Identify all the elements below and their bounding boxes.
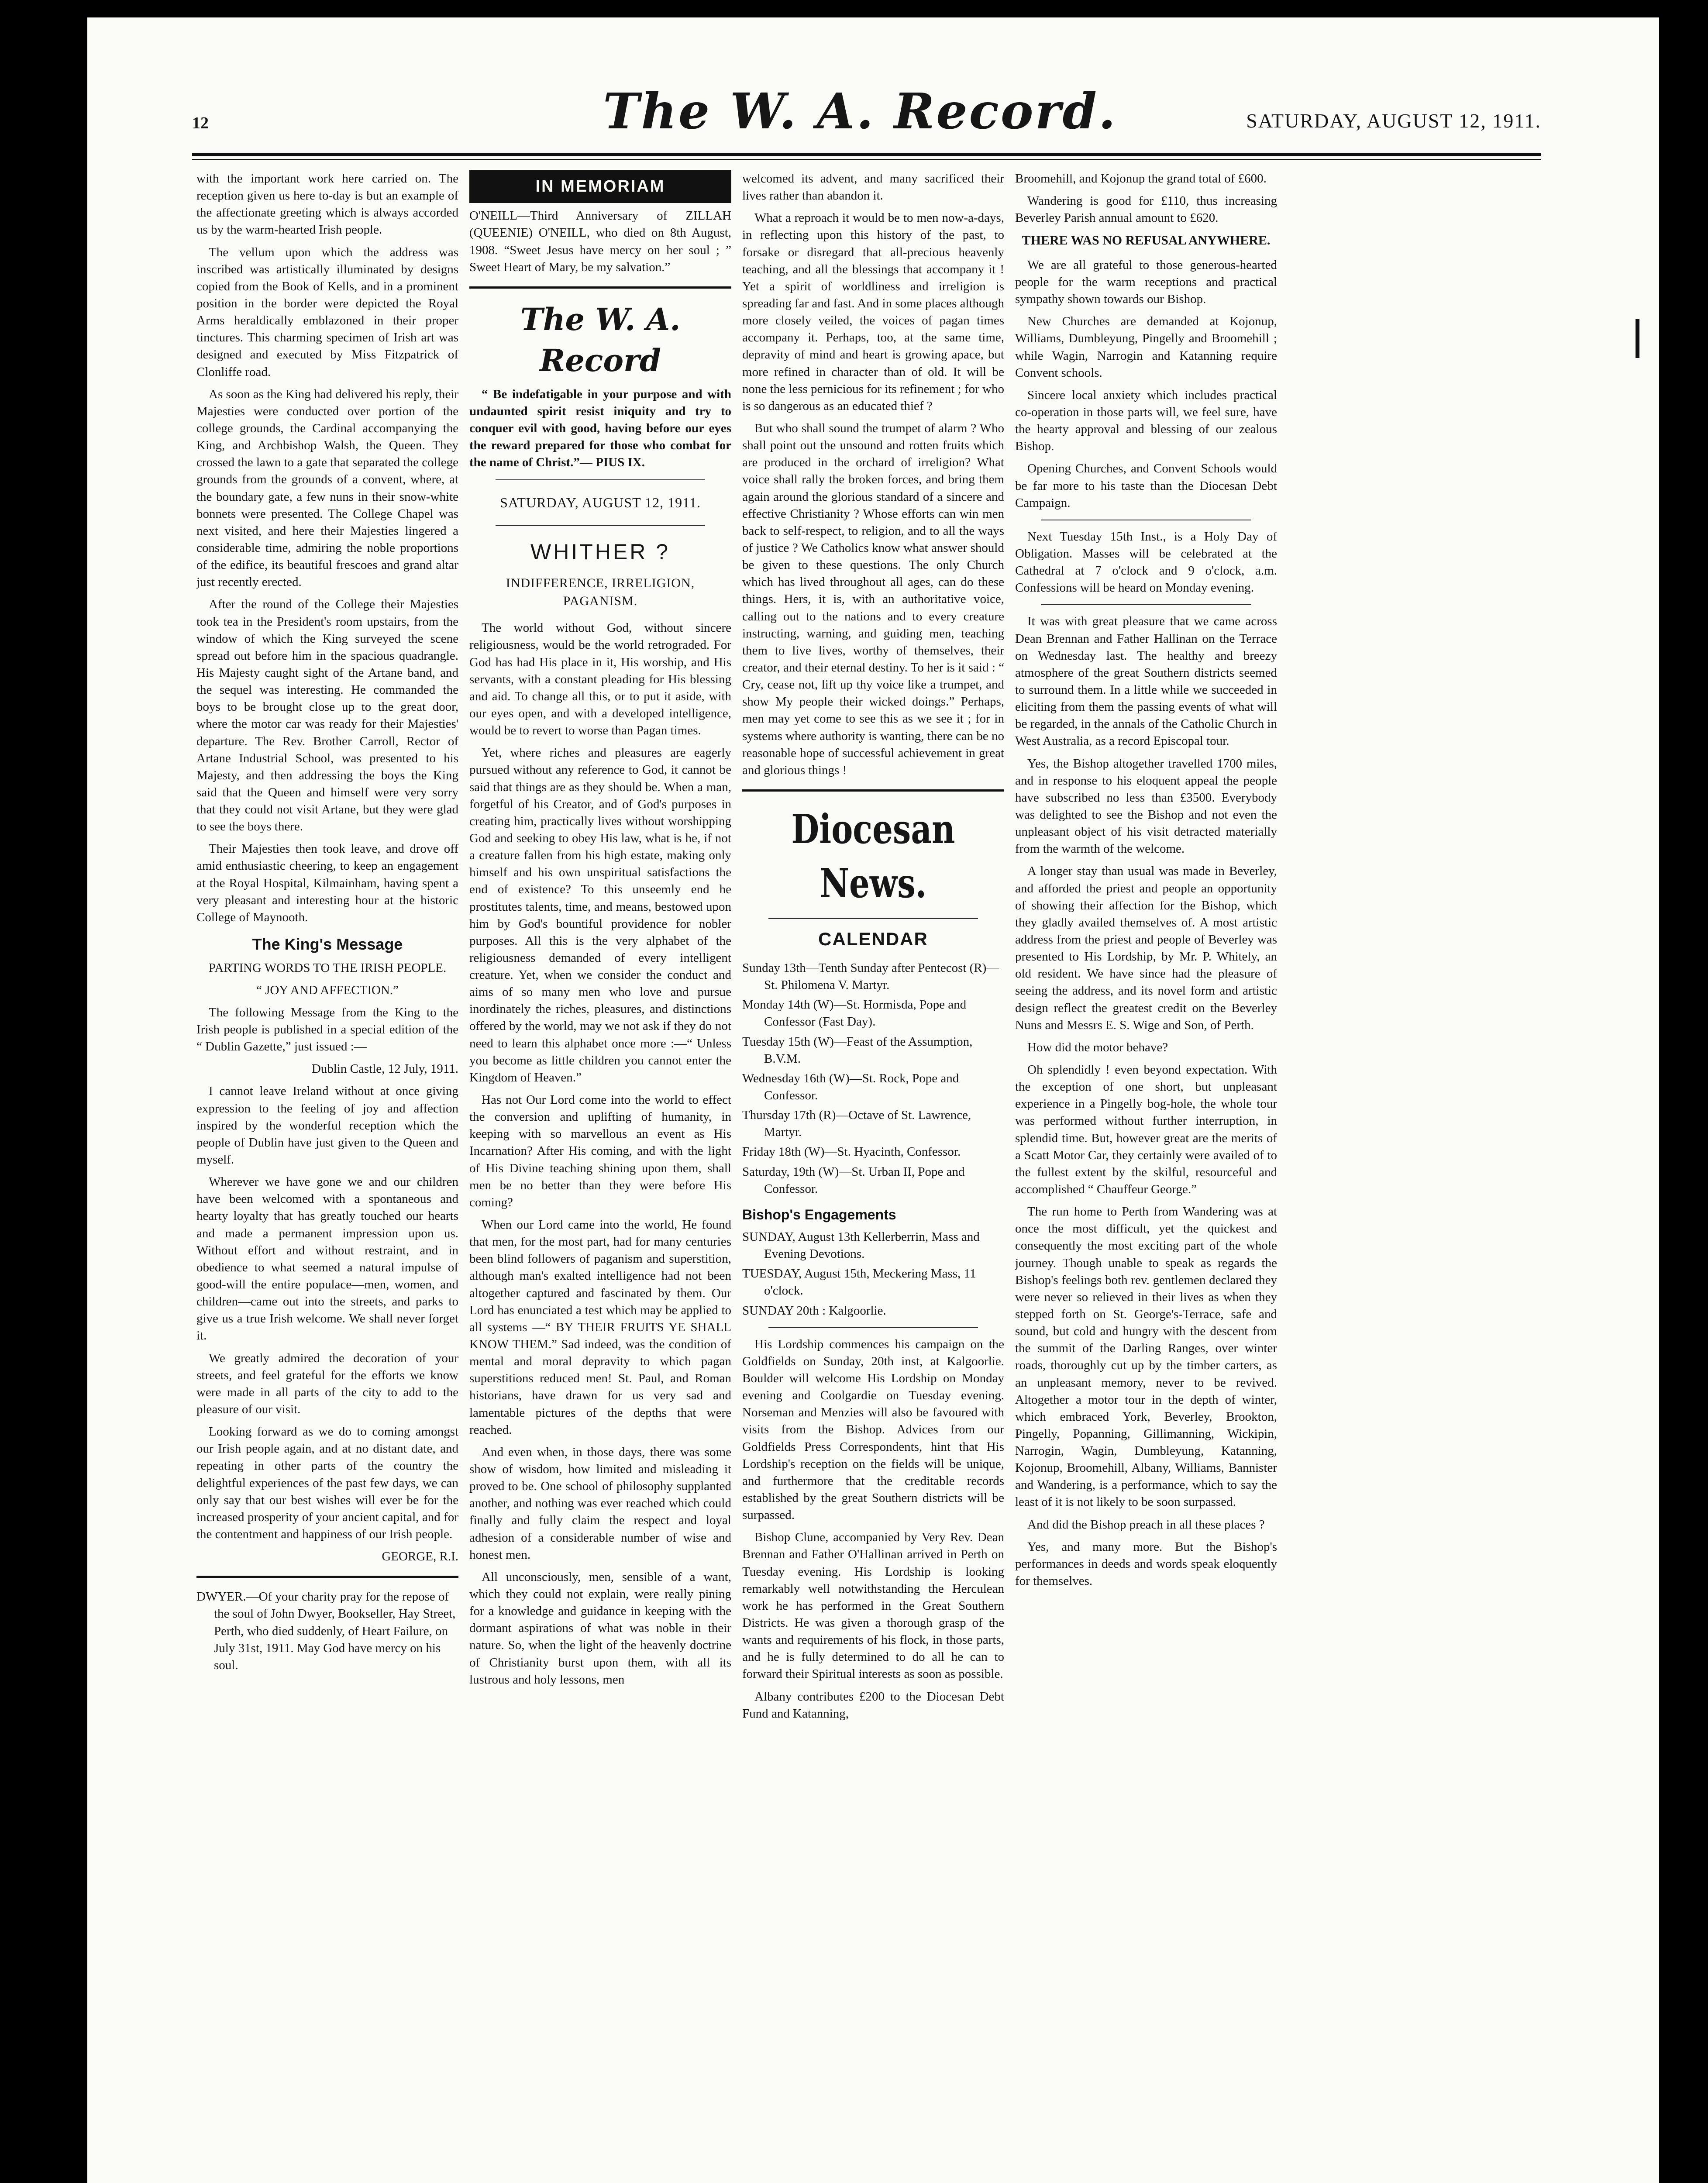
editorial-date: SATURDAY, AUGUST 12, 1911.	[500, 494, 701, 510]
divider	[196, 1576, 458, 1578]
in-memoriam-heading: IN MEMORIAM	[469, 170, 731, 203]
refusal-heading: THERE WAS NO REFUSAL ANYWHERE.	[1022, 233, 1271, 248]
motto: “ Be indefatigable in your purpose and with undaunted spirit resist iniquity and try to conquer evil with good, having before our eyes the reward prepared for those who combat for the name of Christ.”— PIUS IX.	[469, 387, 731, 470]
article-paragraph: Wherever we have gone we and our children have been welcomed with a spontaneous and hearty loyalty that has greatly touched our hearts and made a permanent impression upon us. Without effort and without restraint, and in obedience to what seemed a natural impulse of good-will the entire populace—men, women, and children—came out into the streets, and parks to give us a true Irish welcome. We shall never forget it.	[196, 1175, 458, 1343]
divider	[768, 918, 978, 919]
kings-message-subheading: PARTING WORDS TO THE IRISH PEOPLE.	[208, 961, 447, 975]
article-paragraph: We greatly admired the decoration of your streets, and feel grateful for the efforts we know were made in all parts of the city to add to the pleasure of our visit.	[196, 1351, 458, 1417]
article-paragraph: Oh splendidly ! even beyond expectation. With the exception of one short, but unpleasant experience in a Pingelly bog-hole, the whole tour was performed without further interruption, in splendid time. But, however great are the merits of a Scatt Motor Car, they certainly were availed of to the fullest extent by the skilful, resourceful and accomplished “ Chauffeur George.”	[1015, 1062, 1277, 1196]
article-paragraph: with the important work here carried on. The reception given us here to-day is but an example of the affectionate greeting which is always accorded us by the warm-hearted Irish people.	[196, 172, 458, 237]
header-rule	[192, 153, 1541, 156]
article-paragraph: All unconsciously, men, sensible of a want, which they could not explain, were really pining for a knowledge and guidance in keeping with the dormant aspirations of what was noble in their nature. So, when the light of the heavenly doctrine of Christianity burst upon them, with all its lustrous and holy lessons, men	[469, 1570, 731, 1687]
calendar-entry: Wednesday 16th (W)—St. Rock, Pope and Confessor.	[742, 1071, 959, 1102]
article-paragraph: His Lordship commences his campaign on the Goldfields on Sunday, 20th inst, at Kalgoorlie. Boulder will welcome His Lordship on Monday evening and Coolgardie on Tuesday evening. Norseman and Menzies will also be favoured with visits from the Bishop. Advices from our Goldfields Press Correspondents, hint that His Lordship's reception on the fields will be unique, and furthermore that the creditable records established by the great Southern districts will be surpassed.	[742, 1337, 1004, 1522]
column-2	[469, 170, 731, 2183]
engagements-heading: Bishop's Engagements	[742, 1206, 896, 1222]
article-paragraph: And did the Bishop preach in all these places ?	[1027, 1517, 1265, 1532]
article-paragraph: And even when, in those days, there was some show of wisdom, how limited and misleading it proved to be. One school of philosophy supplanted another, and nothing was ever reached which could finally and fully claim the respect and loyal adhesion of a considerable number of wise and honest men.	[469, 1445, 731, 1562]
margin-mark	[1636, 319, 1639, 358]
engagement-entry: SUNDAY, August 13th Kellerberrin, Mass and Evening Devotions.	[742, 1230, 980, 1261]
article-paragraph: New Churches are demanded at Kojonup, Williams, Dumbleyung, Pingelly and Broomehill ; while Wagin, Narrogin and Katanning require Convent schools.	[1015, 314, 1277, 380]
article-paragraph: Has not Our Lord come into the world to effect the conversion and uplifting of humanity, in keeping with so marvellous an event as His Incarnation? After His coming, and with the light of His Divine teaching shining upon them, shall men be no better than they were before His coming?	[469, 1093, 731, 1209]
column-4	[1015, 170, 1277, 2183]
article-paragraph: Next Tuesday 15th Inst., is a Holy Day of Obligation. Masses will be celebrated at the Cathedral at 7 o'clock and 9 o'clock, a.m. Confessions will be heard on Monday evening.	[1015, 529, 1277, 595]
column-1	[196, 170, 458, 2183]
diocesan-news-heading: Diocesan News.	[791, 805, 955, 907]
newspaper-page	[87, 17, 1659, 2183]
article-paragraph: Sincere local anxiety which includes practical co-operation in those parts will, we feel sure, have the hearty approval and blessing of our zealous Bishop.	[1015, 388, 1277, 454]
calendar-entry: Thursday 17th (R)—Octave of St. Lawrence, Martyr.	[742, 1108, 971, 1140]
article-paragraph: What a reproach it would be to men now-a-days, in reflecting upon this history of the past, to forsake or disregard that all-precious heavenly teaching, and all the blessings that accompany it ! Yet a spirit of worldliness and irreligion is spreading far and fast. And in some places although more closely veiled, the voices of pagan times accompany it. Perhaps, too, at the same time, depravity of mind and heart is growing apace, but more refined in character than of old. It will be none the less pernicious for its refinement ; for who is so dangerous as an educated thief ?	[742, 211, 1004, 413]
calendar-entry: Saturday, 19th (W)—St. Urban II, Pope and Confessor.	[742, 1164, 965, 1196]
divider	[742, 789, 1004, 792]
article-paragraph: When our Lord came into the world, He found that men, for the most part, had for many centuries been blind followers of paganism and superstition, although man's exalted intelligence had not been altogether captured and fascinated by them. Our Lord has enunciated a test which may be applied to all systems —“ BY THEIR FRUITS YE SHALL KNOW THEM.” Sad indeed, was the condition of mental and moral depravity to which pagan superstitions reduced men! St. Paul, and Roman historians, have drawn for us very sad and lamentable pictures of the depths that were reached.	[469, 1218, 731, 1437]
article-paragraph: I cannot leave Ireland without at once giving expression to the feeling of joy and affection inspired by the wonderful reception which the people of Dublin have just given to the Queen and myself.	[196, 1084, 458, 1167]
column-3	[742, 170, 1004, 2183]
death-notice: DWYER.—Of your charity pray for the repose of the soul of John Dwyer, Bookseller, Hay Street, Perth, who died suddenly, of Heart Failure, on July 31st, 1911. May God have mercy on his soul.	[196, 1590, 456, 1672]
masthead	[192, 83, 1541, 148]
article-paragraph: Their Majesties then took leave, and drove off amid enthusiastic cheering, to keep an engagement at the Royal Hospital, Kilmainham, having spent a very pleasant and interesting hour at the historic College of Maynooth.	[196, 842, 458, 924]
calendar-entry: Friday 18th (W)—St. Hyacinth, Confessor.	[742, 1145, 961, 1159]
calendar-entry: Monday 14th (W)—St. Hormisda, Pope and Confessor (Fast Day).	[742, 998, 967, 1029]
memoriam-notice: O'NEILL—Third Anniversary of ZILLAH (QUEENIE) O'NEILL, who died on 8th August, 1908. “Sweet Jesus have mercy on her soul ; ” Sweet Heart of Mary, be my salvation.”	[469, 209, 731, 274]
calendar-heading: CALENDAR	[818, 929, 928, 950]
article-paragraph: Looking forward as we do to coming amongst our Irish people again, and at no distant date, and repeating in other parts of the country the delightful experiences of the past few days, we can only say that our best wishes will ever be for the increased prosperity of your ancient capital, and for the contentment and happiness of our Irish people.	[196, 1425, 458, 1541]
article-paragraph: The following Message from the King to the Irish people is published in a special edition of the “ Dublin Gazette,” just issued :—	[196, 1005, 458, 1054]
issue-date: SATURDAY, AUGUST 12, 1911.	[1246, 110, 1541, 132]
article-paragraph: After the round of the College their Majesties took tea in the President's room upstairs, from the window of which the King surveyed the scene spread out before him in the spacious quadrangle. His Majesty caught sight of the Artane band, and the sequel was interesting. He commanded the boys to be brought close up to the great door, where the motor car was ready for their Majesties' departure. The Rev. Brother Carroll, Rector of Artane Industrial School, was presented to his Majesty, and then addressing the boys the King said that the Queen and himself were very sorry that they could not visit Artane, but they were glad to see the boys there.	[196, 597, 458, 834]
article-paragraph: But who shall sound the trumpet of alarm ? Who shall point out the unsound and rotten fruits which are produced in the orchard of irreligion? What voice shall rally the broken forces, and bring them again around the glorious standard of a sincere and effective Christianity ? Whose efforts can win men back to self-respect, to religion, and to all the ways of justice ? We Catholics know what answer should be given to these questions. The only Church which has lived throughout all ages, can do these things. Hers, it is, with an authoritative voice, calling out to the nations and to every creature instructing, warning, and guiding men, teaching them to live lives, worthy of themselves, their creator, and their eternal destiny. To her is it said : “ Cry, cease not, lift up thy voice like a trumpet, and show My people their wicked doings.” Perhaps, men may yet come to see this as we see it ; for in systems where authority is wanting, there can be no reasonable hope of successful achievement in great and glorious things !	[742, 421, 1004, 777]
article-paragraph: Yes, the Bishop altogether travelled 1700 miles, and in response to his eloquent appeal the people have subscribed no less than £3500. Everybody was delighted to see the Bishop and not even the unpleasant object of his visit detracted materially from the warmth of the welcome.	[1015, 756, 1277, 856]
article-paragraph: welcomed its advent, and many sacrificed their lives rather than abandon it.	[742, 172, 1004, 203]
article-paragraph: Albany contributes £200 to the Diocesan Debt Fund and Katanning,	[742, 1689, 1004, 1721]
paper-title: The W. A. Record.	[603, 83, 1117, 140]
article-paragraph: Bishop Clune, accompanied by Very Rev. Dean Brennan and Father O'Hallinan arrived in Perth on Tuesday evening. His Lordship is looking remarkably well notwithstanding the Herculean work he has performed in the Great Southern Districts. He was given a thorough grasp of the wants and requirements of his flock, in those parts, and he is fully determined to do all he can to forward their Spiritual interests as soon as possible.	[742, 1530, 1004, 1681]
article-paragraph: The run home to Perth from Wandering was at once the most difficult, yet the quickest and consequently the most exciting part of the whole journey. Though unable to speak as regards the Bishop's feelings both rev. gentlemen declared they were never so relieved in their lives as when they stepped forth on St. George's-Terrace, safe and sound, but cold and hungry with the descent from the summit of the Darling Ranges, over winter roads, thoroughly cut up by the timber carters, as an unpleasant memory, never to be revived. Altogether a motor tour in the depth of winter, which embraced York, Beverley, Brookton, Pingelly, Popanning, Gillimanning, Wickipin, Narrogin, Wagin, Dumbleyung, Katanning, Kojonup, Broomehill, Albany, Williams, Bannister and Wandering, is a performance, which to say the least of it is not likely to be soon surpassed.	[1015, 1205, 1277, 1509]
calendar-entry: Tuesday 15th (W)—Feast of the Assumption, B.V.M.	[742, 1034, 973, 1066]
article-paragraph: It was with great pleasure that we came across Dean Brennan and Father Hallinan on the Terrace on Wednesday last. The healthy and breezy atmosphere of the great Southern districts seemed to surround them. In a little while we succeeded in eliciting from them the passing events of what will be regarded, in the annals of the Catholic Church in West Australia, as a record Episcopal tour.	[1015, 614, 1277, 748]
article-paragraph: As soon as the King had delivered his reply, their Majesties were conducted over portion of the college grounds, the Cardinal accompanying the King, and Archbishop Walsh, the Queen. They crossed the lawn to a gate that separated the college grounds from the grounds of a convent, where, at the boundary gate, a few nuns in their snow-white bonnets were presented. The College Chapel was next visited, and here their Majesties lingered a considerable time, admiring the noble proportions of the edifice, its beautiful frescoes and grand altar just recently erected.	[196, 387, 458, 589]
header-rule-thin	[192, 159, 1541, 160]
article-paragraph: The world without God, without sincere religiousness, would be the world retrograded. For God has had His place in it, His worship, and His servants, with a constant pleading for His blessing and aid. To change all this, or to put it aside, with our eyes open, and with a developed intelligence, would be to revert to worse than Pagan times.	[469, 621, 731, 738]
article-paragraph: Yes, and many more. But the Bishop's performances in deeds and words speak eloquently for themselves.	[1015, 1539, 1277, 1588]
divider	[496, 479, 705, 480]
divider	[496, 525, 705, 526]
signature: GEORGE, R.I.	[382, 1549, 458, 1564]
page-number: 12	[192, 114, 209, 132]
divider	[768, 1327, 978, 1328]
article-paragraph: Broomehill, and Kojonup the grand total of £600.	[1015, 172, 1267, 186]
kings-message-heading: The King's Message	[252, 935, 403, 954]
article-paragraph: Wandering is good for £110, thus increasing Beverley Parish annual amount to £620.	[1015, 194, 1277, 225]
paper-logo: The W. A. Record	[520, 301, 681, 379]
article-paragraph: A longer stay than usual was made in Beverley, and afforded the priest and people an opportunity of showing their affection for the Bishop, which they gladly availed themselves of. A most artistic address from the priest and people of Beverley was presented to His Lordship, by Mr. P. Whitely, an old resident. We have since had the pleasure of seeing the address, and its novel form and artistic design reflect the greatest credit on the Beverley Nuns and Messrs E. S. Wige and Son, of Perth.	[1015, 864, 1277, 1032]
article-paragraph: We are all grateful to those generous-hearted people for the warm receptions and practical sympathy shown towards our Bishop.	[1015, 258, 1277, 306]
article-paragraph: How did the motor behave?	[1027, 1040, 1168, 1054]
kings-message-title: “ JOY AND AFFECTION.”	[256, 983, 399, 997]
calendar-entry: Sunday 13th—Tenth Sunday after Pentecost (R)—St. Philomena V. Martyr.	[742, 961, 999, 992]
divider	[469, 286, 731, 289]
engagement-entry: SUNDAY 20th : Kalgoorlie.	[742, 1303, 886, 1318]
dateline: Dublin Castle, 12 July, 1911.	[311, 1062, 458, 1076]
article-paragraph: Opening Churches, and Convent Schools would be far more to his taste than the Diocesan Debt Campaign.	[1015, 461, 1277, 510]
article-paragraph: The vellum upon which the address was inscribed was artistically illuminated by designs copied from the Book of Kells, and in a prominent position in the border were depicted the Royal Arms heraldically emblazoned in their proper tinctures. This charming specimen of Irish art was designed and executed by Miss Fitzpatrick of Clonliffe road.	[196, 245, 458, 379]
article-paragraph: Yet, where riches and pleasures are eagerly pursued without any reference to God, it cannot be said that things are as they should be. When a man, forgetful of his Creator, and of God's purposes in creating him, practically lives without worshipping God and seeking to obey His law, what is he, if not a creature fallen from his high estate, making only himself and his own unspiritual satisfactions the end of existence? To this unseemly end he prostitutes talents, time, and means, bestowed upon him by God's bountiful providence for nobler purposes. All this is the very alphabet of the religiousness demanded of every intelligent creature. Yet, when we consider the conduct and aims of so many men who love and pursue inordinately the riches, pleasures, and distinctions offered by the world, may we not ask if they do not need to learn this alphabet once more :—“ Unless you become as little children you cannot enter the Kingdom of Heaven.”	[469, 746, 731, 1085]
divider	[1041, 604, 1251, 605]
engagement-entry: TUESDAY, August 15th, Meckering Mass, 11 o'clock.	[742, 1267, 976, 1298]
whither-heading: WHITHER ?	[530, 539, 670, 564]
whither-subheading: INDIFFERENCE, IRRELIGION, PAGANISM.	[506, 576, 695, 608]
